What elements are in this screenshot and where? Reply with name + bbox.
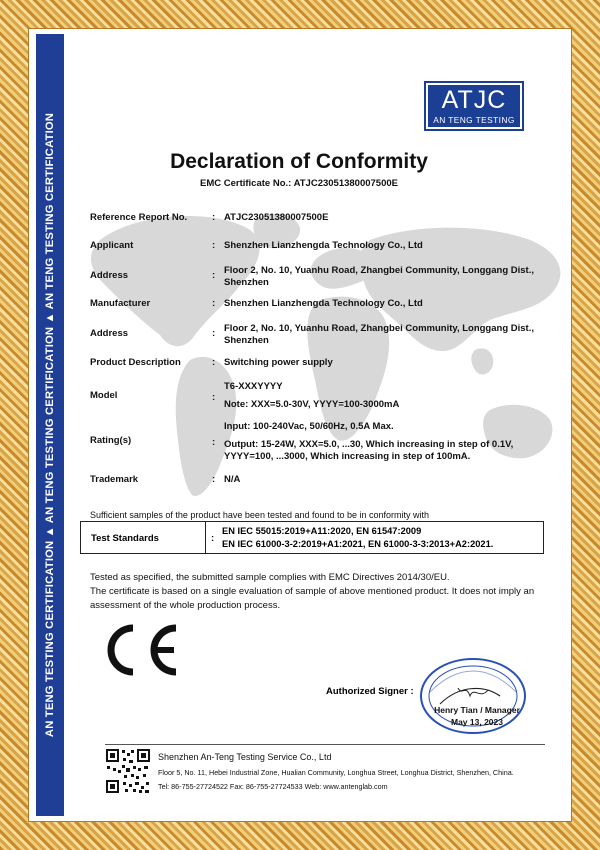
standard-line-2: EN IEC 61000-3-2:2019+A1:2021, EN 61000-3-3:2013+A2:2021. [222, 539, 494, 549]
colon: : [212, 437, 216, 448]
value-manufacturer: Shenzhen Lianzhengda Technology Co., Ltd [224, 298, 423, 309]
signer-name: Henry Tian / Manager [434, 705, 520, 715]
footer-contact: Tel: 86-755-27724522 Fax: 86-755-27724533 Web: www.antenglab.com [158, 782, 388, 791]
label-report: Reference Report No. [90, 212, 188, 223]
table-divider [205, 522, 206, 553]
sidebar-text: AN TENG TESTING CERTIFICATION ▲ AN TENG TESTING CERTIFICATION ▲ AN TENG TESTING CERTIFICATION [44, 112, 56, 738]
colon: : [211, 533, 215, 544]
colon: : [212, 240, 216, 251]
value-model-note: Note: XXX=5.0-30V, YYYY=100-3000mA [224, 399, 400, 410]
test-standards-values [222, 525, 493, 551]
page-title: Declaration of Conformity [170, 150, 428, 173]
label-rating: Rating(s) [90, 435, 132, 446]
sidebar-banner [36, 34, 64, 816]
logo-sub-text: AN TENG TESTING [433, 115, 515, 125]
colon: : [212, 270, 216, 281]
test-standards-table [80, 521, 544, 554]
value-applicant: Shenzhen Lianzhengda Technology Co., Ltd [224, 240, 423, 251]
ce-mark-icon [94, 624, 180, 676]
label-trademark: Trademark [90, 474, 139, 485]
conformity-summary: Sufficient samples of the product have been tested and found to be in conformity with [90, 510, 430, 520]
colon: : [212, 392, 216, 403]
compliance-statement: Tested as specified, the submitted sample complies with EMC Directives 2014/30/EU. [90, 572, 450, 583]
atjc-logo [424, 81, 524, 131]
label-address: Address [90, 328, 129, 339]
logo-main-text: ATJC [441, 86, 507, 114]
value-trademark: N/A [224, 474, 241, 485]
label-address: Address [90, 270, 129, 281]
certificate-number: EMC Certificate No.: ATJC23051380007500E [199, 178, 398, 189]
value-rating-output: Output: 15-24W, XXX=5.0, ...30, Which increasing in step of 0.1V, YYYY=100, ...3000, Which increasing in step of 100mA. [224, 439, 514, 462]
footer-company-name: Shenzhen An-Teng Testing Service Co., Ltd [158, 752, 332, 762]
value-address: Floor 2, No. 10, Yuanhu Road, Zhangbei Community, Longgang Dist., Shenzhen [224, 265, 534, 288]
footer-address: Floor 5, No. 11, Hebei Industrial Zone, Hualian Community, Longhua Street, Longhua District, Shenzhen, China. [158, 768, 514, 777]
colon: : [212, 328, 216, 339]
value-report: ATJC23051380007500E [224, 212, 329, 223]
value-address: Floor 2, No. 10, Yuanhu Road, Zhangbei Community, Longgang Dist., Shenzhen [224, 323, 534, 346]
label-product: Product Description [90, 357, 181, 368]
label-applicant: Applicant [90, 240, 134, 251]
label-manufacturer: Manufacturer [90, 298, 151, 309]
value-rating-input: Input: 100-240Vac, 50/60Hz, 0.5A Max. [224, 421, 394, 432]
authorized-signer-label: Authorized Signer : [326, 686, 414, 697]
value-model: T6-XXXYYYY [224, 381, 283, 392]
qr-code-icon [105, 748, 151, 794]
label-model: Model [90, 390, 118, 401]
value-product: Switching power supply [224, 357, 333, 368]
footer-divider [105, 744, 545, 745]
certificate-basis: The certificate is based on a single evaluation of sample of above mentioned product. It does not imply an assessment of the whole production process. [90, 586, 535, 611]
colon: : [212, 298, 216, 309]
colon: : [212, 212, 216, 223]
signature-date: May 13, 2023 [451, 717, 503, 727]
colon: : [212, 357, 216, 368]
colon: : [212, 474, 216, 485]
standard-line-1: EN IEC 55015:2019+A11:2020, EN 61547:2009 [222, 526, 422, 536]
test-standards-label: Test Standards [91, 533, 159, 544]
